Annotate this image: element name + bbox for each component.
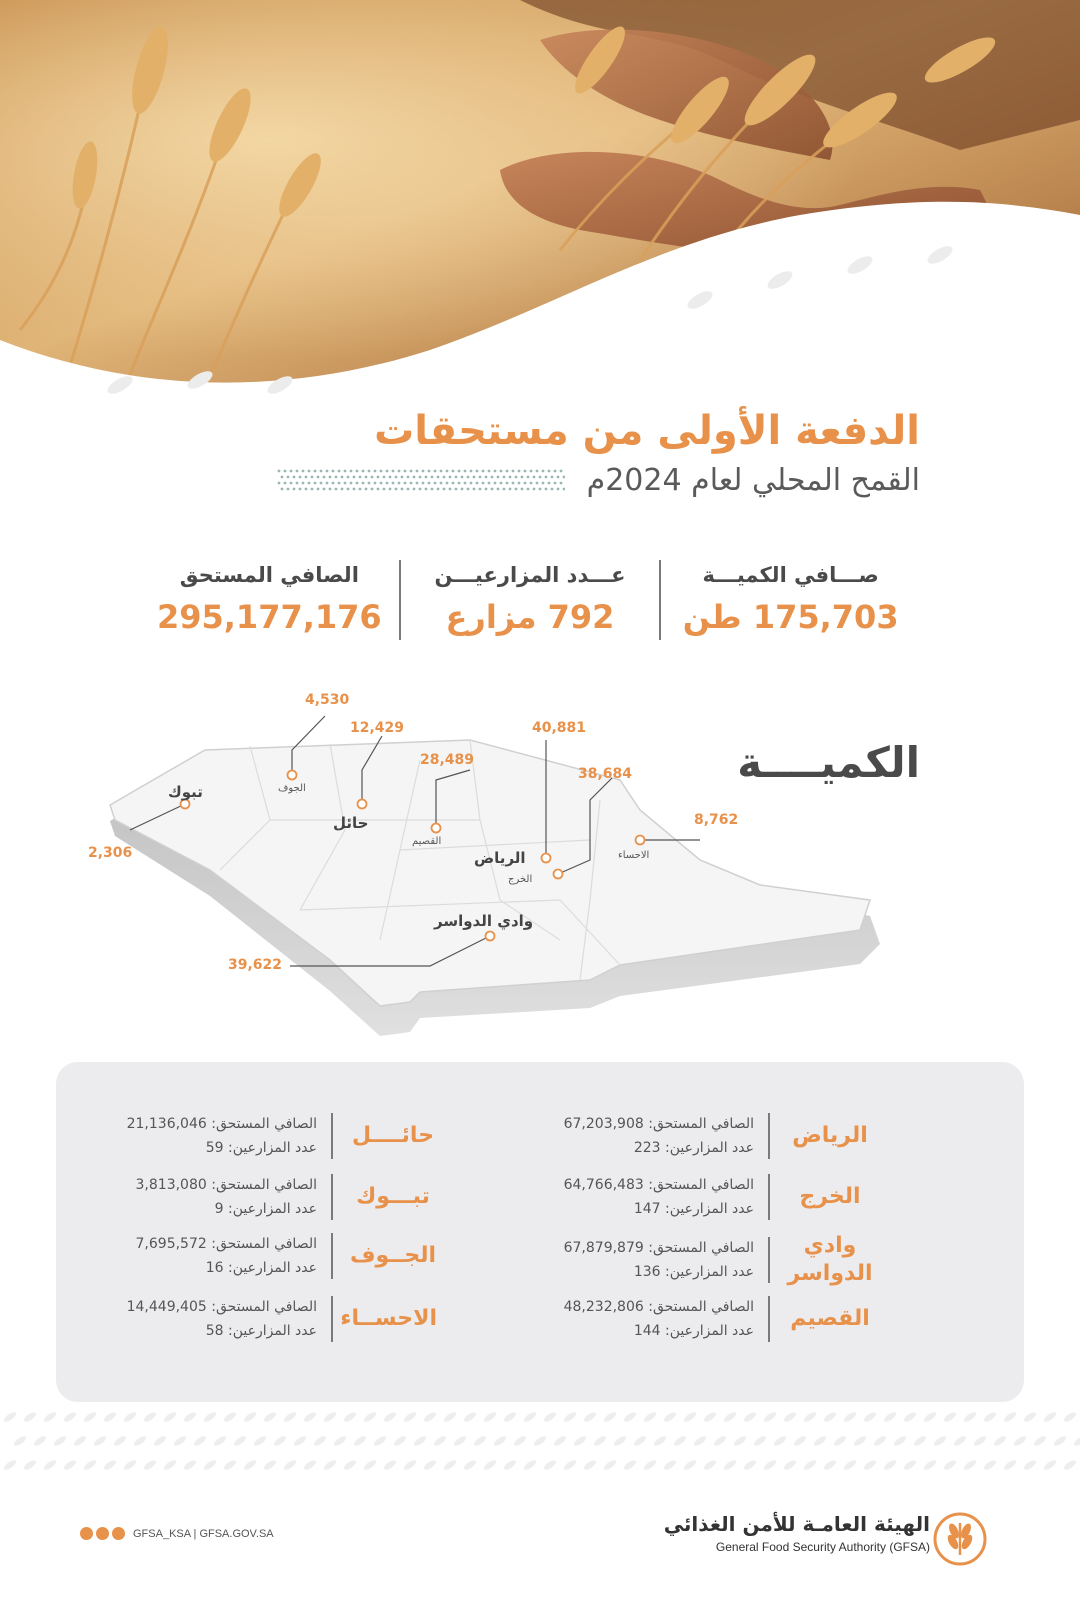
farmer-count-value: عدد المزارعين: 9: [214, 1201, 317, 1217]
map-title: الكميــــة: [737, 738, 920, 787]
stat-label: عـــدد المزارعيـــن: [434, 563, 626, 587]
region-name: الرياض: [792, 1123, 868, 1148]
region-values: [564, 1295, 754, 1343]
map-city-label: الجوف: [278, 783, 306, 794]
map-quantity-label: 38,684: [578, 766, 633, 782]
row-divider: [768, 1296, 770, 1342]
row-divider: [331, 1296, 333, 1342]
page-title: الدفعة الأولى من مستحقات: [374, 408, 920, 454]
farmer-count-value: عدد المزارعين: 147: [633, 1201, 754, 1217]
farmer-count-value: عدد المزارعين: 58: [205, 1323, 317, 1339]
hero-wheat-image: [0, 0, 1080, 400]
net-due-value: الصافي المستحق: 3,813,080: [135, 1177, 317, 1193]
map-marker: [432, 824, 441, 833]
summary-stats: [140, 560, 920, 640]
table-row: [136, 1173, 443, 1221]
map-marker: [542, 854, 551, 863]
map-city-label: تبوك: [168, 783, 203, 801]
stat-label: الصافي المستحق: [179, 563, 359, 587]
stat-net-quantity: [661, 560, 920, 640]
title-block: [160, 405, 920, 501]
map-city-label: حائل: [333, 814, 369, 832]
map-marker: [288, 771, 297, 780]
net-due-value: الصافي المستحق: 67,203,908: [563, 1116, 754, 1132]
table-row: [136, 1232, 443, 1280]
gfsa-logo-icon: [932, 1511, 988, 1567]
region-values: [564, 1173, 754, 1221]
region-values: [564, 1236, 754, 1284]
saudi-map: [0, 680, 1080, 1060]
net-due-value: الصافي المستحق: 48,232,806: [563, 1299, 754, 1315]
map-marker: [636, 836, 645, 845]
table-row: [564, 1295, 880, 1343]
x-icon[interactable]: [80, 1527, 93, 1540]
map-quantity-label: 4,530: [305, 692, 350, 708]
dots-decoration: [275, 466, 565, 496]
row-divider: [331, 1113, 333, 1159]
stat-value: 175,703 طن: [682, 598, 899, 636]
table-row: [127, 1295, 443, 1343]
stat-value: 295,177,176: [156, 598, 382, 636]
farmer-count-value: عدد المزارعين: 59: [205, 1140, 317, 1156]
region-name: الجــوف: [349, 1243, 437, 1268]
org-name-ar: الهيئة العامـة للأمن الغذائي: [663, 1512, 930, 1536]
stat-net-due: [140, 560, 401, 640]
table-row: [564, 1112, 880, 1160]
region-values: [136, 1173, 317, 1221]
map-quantity-label: 39,622: [228, 957, 283, 973]
page-subtitle: القمح المحلي لعام 2024م: [586, 463, 920, 498]
footer-pattern: [0, 1405, 1080, 1485]
map-quantity-label: 12,429: [350, 720, 405, 736]
map-city-label: الرياض: [474, 849, 526, 867]
social-icons[interactable]: [80, 1527, 125, 1540]
map-quantity-label: 28,489: [420, 752, 475, 768]
title-sub-row: [160, 461, 920, 501]
region-values: [564, 1112, 754, 1160]
youtube-icon[interactable]: [96, 1527, 109, 1540]
org-name: [664, 1510, 930, 1556]
stat-farmer-count: [401, 560, 662, 640]
region-values: [127, 1112, 317, 1160]
map-marker: [486, 932, 495, 941]
org-name-en: General Food Security Authority (GFSA): [715, 1540, 930, 1554]
row-divider: [331, 1174, 333, 1220]
map-quantity-label: 2,306: [88, 845, 133, 861]
map-quantity-label: 40,881: [532, 720, 587, 736]
row-divider: [331, 1233, 333, 1279]
map-quantity-label: 8,762: [694, 812, 739, 828]
region-name: وادي الدواسر: [787, 1233, 873, 1286]
map-city-label: الخرج: [508, 874, 533, 885]
social-handles[interactable]: GFSA_KSA | GFSA.GOV.SA: [133, 1527, 274, 1540]
map-marker: [554, 870, 563, 879]
table-row: [564, 1232, 880, 1288]
row-divider: [768, 1113, 770, 1159]
region-name: القصيم: [790, 1306, 870, 1331]
row-divider: [768, 1237, 770, 1283]
region-values: [127, 1295, 317, 1343]
region-name: تبـــوك: [356, 1184, 430, 1209]
row-divider: [768, 1174, 770, 1220]
table-row: [127, 1112, 443, 1160]
farmer-count-value: عدد المزارعين: 16: [205, 1260, 317, 1276]
map-city-label: وادي الدواسر: [434, 912, 534, 930]
farmer-count-value: عدد المزارعين: 144: [633, 1323, 754, 1339]
region-name: حائــــل: [351, 1123, 435, 1148]
region-values: [136, 1232, 317, 1280]
net-due-value: الصافي المستحق: 21,136,046: [126, 1116, 317, 1132]
social-links[interactable]: [80, 1527, 274, 1540]
net-due-value: الصافي المستحق: 67,879,879: [563, 1240, 754, 1256]
net-due-value: الصافي المستحق: 14,449,405: [126, 1299, 317, 1315]
map-city-label: القصيم: [412, 836, 442, 847]
table-row: [564, 1173, 880, 1221]
map-city-label: الاحساء: [618, 850, 650, 861]
stat-value: 792 مزارع: [445, 598, 615, 636]
farmer-count-value: عدد المزارعين: 136: [633, 1264, 754, 1280]
farmer-count-value: عدد المزارعين: 223: [633, 1140, 754, 1156]
map-marker: [358, 800, 367, 809]
footer: [0, 1505, 1080, 1575]
net-due-value: الصافي المستحق: 7,695,572: [135, 1236, 317, 1252]
instagram-icon[interactable]: [112, 1527, 125, 1540]
region-name: الخرج: [799, 1184, 861, 1209]
region-name: الاحســاء: [340, 1306, 437, 1331]
net-due-value: الصافي المستحق: 64,766,483: [563, 1177, 754, 1193]
stat-label: صـــافي الكميـــة: [702, 563, 879, 587]
